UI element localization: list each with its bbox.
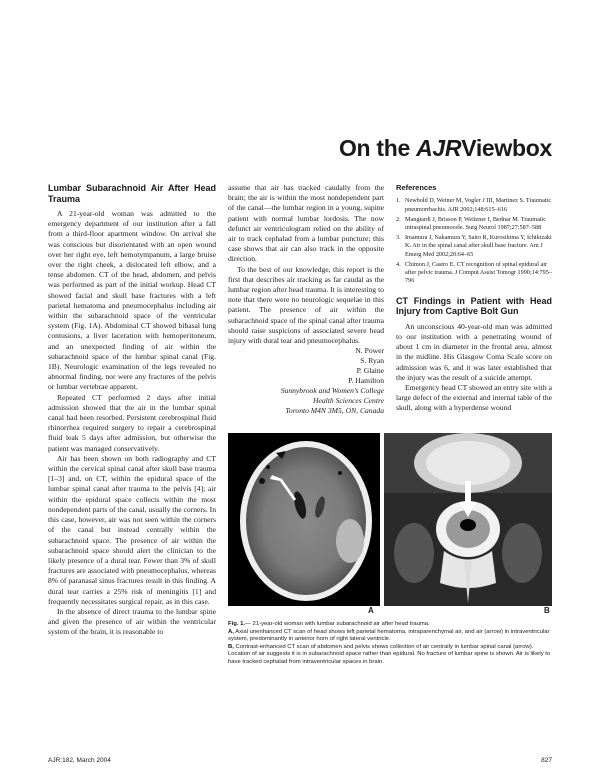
author-name: P. Glaine [356, 366, 384, 376]
article2-title: CT Findings in Patient with Head Injury from Captive Bolt Gun [396, 295, 552, 317]
figure-caption [228, 621, 552, 667]
lumbar-ct-image [384, 433, 552, 606]
section-title-suffix: Viewbox [461, 135, 552, 161]
article1-paragraph: In the absence of direct trauma to the lumbar spine and given the presence of air within the ventricular system of the brain, it is reasonable to [48, 606, 216, 637]
author-signature [228, 346, 384, 416]
panel-a-label: A [368, 606, 374, 615]
column-2 [228, 183, 384, 416]
caption-b: B, Contrast-enhanced CT scan of abdomen and pelvis shows collection of air centrally in lumbar spinal canal (arrow). Location of air suggests it is in subarachnoid space rather than epidural. No fracture of lumbar spine is shown. Air is likely to have tracked cephalad from intraventricular spaces in brain. [228, 643, 551, 665]
affiliation-line: Health Sciences Centre [313, 396, 384, 406]
page-number: 827 [541, 757, 552, 764]
affiliation-line: Toronto M4N 3M5, ON, Canada [285, 406, 384, 416]
article1-paragraph: assume that air has tracked caudally from the brain; the air is within the most nondependent part of the canal—the lumbar region in a young, supine patient with normal lumbar lordosis. The now defunct air ventriculogram relied on the ability of air to track cephalad from a lumbar puncture; this case shows that air can also track in the opposite direction. [228, 183, 384, 264]
article1-paragraph: To the best of our knowledge, this report is the first that describes air tracking as far caudal as the lumbar region after head trauma. It is interesting to note that there were no neurologic sequelae in this patient. The presence of air within the subarachnoid space of the spinal canal after trauma should raise suspicions of associated severe head injury with dural tear and pneumocephalus. [228, 264, 384, 346]
reference-item: 3. Imamura J, Nakamura Y, Saito R, Kurosihima Y, Ichikizaki K. Air in the spinal canal after skull base fracture. Am J Emerg Med 2002;20:64–65 [396, 233, 552, 258]
article2-paragraph: Emergency head CT showed an entry site with a large defect of the external and internal table of the skull, along with a hyperdense wound [396, 382, 552, 413]
section-title-journal: AJR [416, 135, 462, 161]
reference-item: 1. Newbold D, Weiner M, Vogler J III, Martinez S. Traumatic pneumorrhachis. AJR 2002;148:615–616 [396, 197, 552, 213]
author-name: P. Hamilton [348, 376, 384, 386]
caption-a: A, Axial unenhanced CT scan of head shows left parietal hematoma, intraparenchymal air, and air (arrow) in intraventricular system, predominantly in anterior horn of right lateral ventricle. [228, 628, 550, 643]
references-heading: References [396, 183, 437, 192]
section-title-prefix: On the [338, 135, 417, 161]
panel-b-label: B [544, 606, 550, 615]
article1-paragraph: A 21-year-old woman was admitted to the emergency department of our institution after a fall from a third-floor apartment window. On arrival she was conscious but disorientated with an open wound over her right eye, left hemotympanum, a large bruise over the right cheek, a dislocated left elbow, and a tense abdomen. CT of the head, abdomen, and pelvis was performed as part of the initial workup. Head CT showed facial and skull base fractures with a left parietal hematoma and pneumocephalus including air within the subarachnoid space of the ventricular system (Fig. 1A). Abdominal CT showed bibasal lung contusions, a liver laceration with hemoperitoneum, and an unexpected finding of air within the subarachnoid space of the lumbar spinal canal (Fig. 1B). Neurologic examination of the legs revealed no abnormal finding, nor were any fractures of the pelvis or lumbar vertebrae apparent. [48, 209, 216, 392]
figure-1b-lumbar-ct [384, 433, 552, 606]
section-title [339, 135, 552, 162]
reference-item: 4. Chimon J, Castro E. CT recognition of spinal epidural air after pelvic trauma. J Comput Assist Tomogr 1990;14:795–796 [396, 260, 552, 285]
affiliation-line: Sunnybrook and Women’s College [280, 386, 384, 396]
article2-paragraph: An unconscious 40-year-old man was admitted to our institution with a penetrating wound of about 1 cm in diameter in the frontal area, almost in the midline. His Glasgow Coma Scale score on admission was 6, and it was later established that the injury was the result of a suicide attempt. [396, 321, 552, 382]
head-ct-image [228, 433, 380, 606]
references-list [396, 197, 552, 286]
author-name: S. Ryan [360, 356, 384, 366]
article1-paragraph: Air has been shown on both radiography and CT within the cervical spinal canal after skull base trauma [1–3] and, on CT, within the epidural space of the lumbar spinal canal after trauma to the pelvis [4]; air within the epidural space collects within the most nondependent parts of the canal, usually the corners. In this case, however, air was not seen within the corners of the canal but instead centrally within the subarachnoid space. The presence of air within the subarachnoid space should alert the clinician to the likely presence of a dural tear. Fewer than 3% of skull fractures are associated with pneumocephalus, whereas 8% of paranasal sinus fractures result in this finding. A dural tear carries a 25% risk of meningitis [1] and frequently necessitates surgical repair, as in this case. [48, 453, 216, 606]
column-3 [396, 183, 552, 414]
reference-item: 2. Mangiardi J, Brisson P, Weitzner I, Bednar M. Traumatic intraspinal pneumocele. Surg Neurol 1987;27:587–588 [396, 215, 546, 231]
column-1 [48, 183, 216, 638]
author-name: N. Power [355, 346, 384, 356]
figure-1a-head-ct [228, 433, 380, 606]
caption-main: Fig. 1.— 21-year-old woman with lumbar subarachnoid air after head trauma. [228, 621, 430, 627]
article1-title: Lumbar Subarachnoid Air After Head Trauma [48, 183, 216, 204]
footer-citation: AJR:182, March 2004 [48, 757, 111, 764]
article1-paragraph: Repeated CT performed 2 days after initial admission showed that the air in the lumbar spinal canal had been resorbed. Persistent cerebrospinal fluid rhinorrhea required surgery to repair a cerebrospinal fluid leak 5 days after admission, but otherwise the patient was managed conservatively. [48, 392, 216, 453]
